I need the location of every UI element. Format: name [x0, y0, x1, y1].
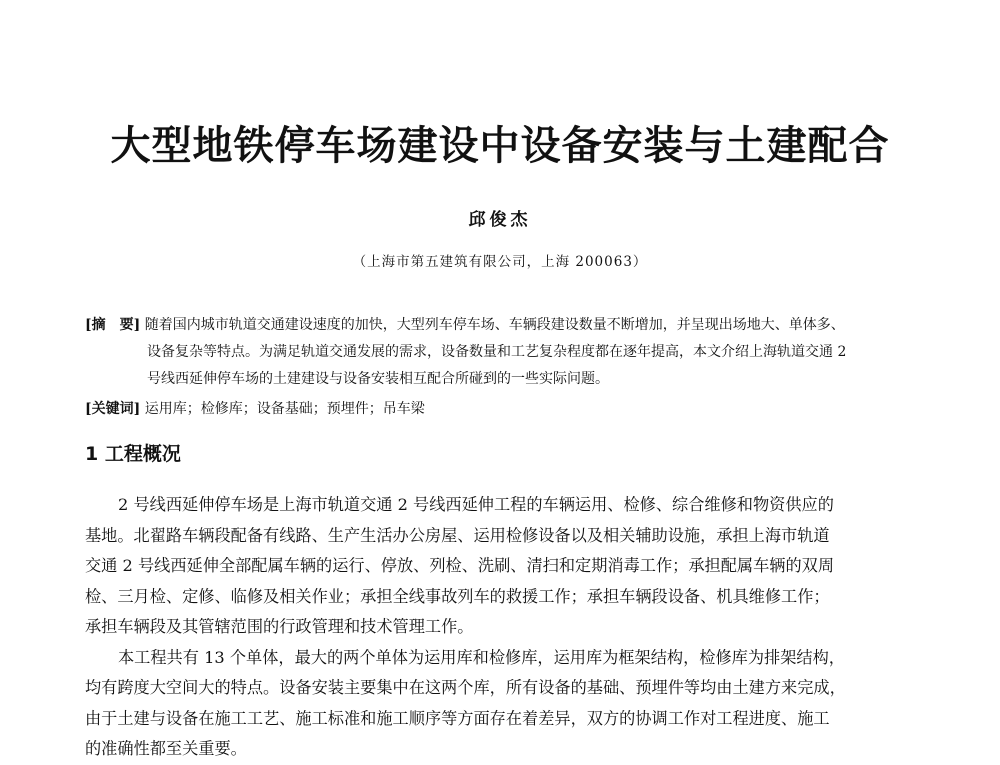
- paragraph-line: 承担车辆段及其管辖范围的行政管理和技术管理工作。: [85, 617, 474, 636]
- abstract-line: [85, 312, 915, 339]
- paragraph-line: 由于土建与设备在施工工艺、施工标准和施工顺序等方面存在着差异，双方的协调工作对工程进度、施工: [85, 708, 830, 728]
- keywords-label: [关键词]: [85, 401, 141, 417]
- paper-title: 大型地铁停车场建设中设备安装与土建配合: [110, 123, 890, 169]
- paragraph-line: 基地。北翟路车辆段配备有线路、生产生活办公房屋、运用检修设备以及相关辅助设施，承担上海市轨道: [85, 525, 830, 545]
- abstract-label: [摘 要]: [85, 317, 141, 333]
- abstract-line: 设备复杂等特点。为满足轨道交通发展的需求，设备数量和工艺复杂程度都在逐年提高，本文介绍上海轨道交通 2: [147, 344, 847, 360]
- author-affiliation: （上海市第五建筑有限公司，上海 200063）: [352, 254, 648, 270]
- paragraph-line: 均有跨度大空间大的特点。设备安装主要集中在这两个库，所有设备的基础、预埋件等均由土建方来完成，: [85, 678, 846, 697]
- paragraph-line: 检、三月检、定修、临修及相关作业；承担全线事故列车的救援工作；承担车辆段设备、机具维修工作；: [85, 586, 830, 606]
- author-name: 邱俊杰: [468, 210, 532, 230]
- paragraph-line: 2 号线西延伸停车场是上海市轨道交通 2 号线西延伸工程的车辆运用、检修、综合维修和物资供应的: [118, 495, 834, 514]
- keywords: [85, 396, 915, 423]
- paragraph-line: 本工程共有 13 个单体，最大的两个单体为运用库和检修库，运用库为框架结构，检修库为排架结构，: [118, 647, 845, 667]
- section-heading: 1 工程概况: [85, 443, 181, 465]
- abstract-text: 随着国内城市轨道交通建设速度的加快，大型列车停车场、车辆段建设数量不断增加，并呈现出场地大、单体多、: [144, 317, 845, 333]
- body-text: [85, 490, 915, 765]
- paragraph-line: 交通 2 号线西延伸全部配属车辆的运行、停放、列检、洗刷、清扫和定期消毒工作；承担配属车辆的双周: [85, 556, 835, 575]
- paragraph-line: 的准确性都至关重要。: [85, 739, 247, 758]
- keywords-text: 运用库；检修库；设备基础；预埋件；吊车梁: [144, 401, 425, 417]
- abstract-line: 号线西延伸停车场的土建建设与设备安装相互配合所碰到的一些实际问题。: [147, 371, 609, 387]
- abstract: [85, 312, 915, 393]
